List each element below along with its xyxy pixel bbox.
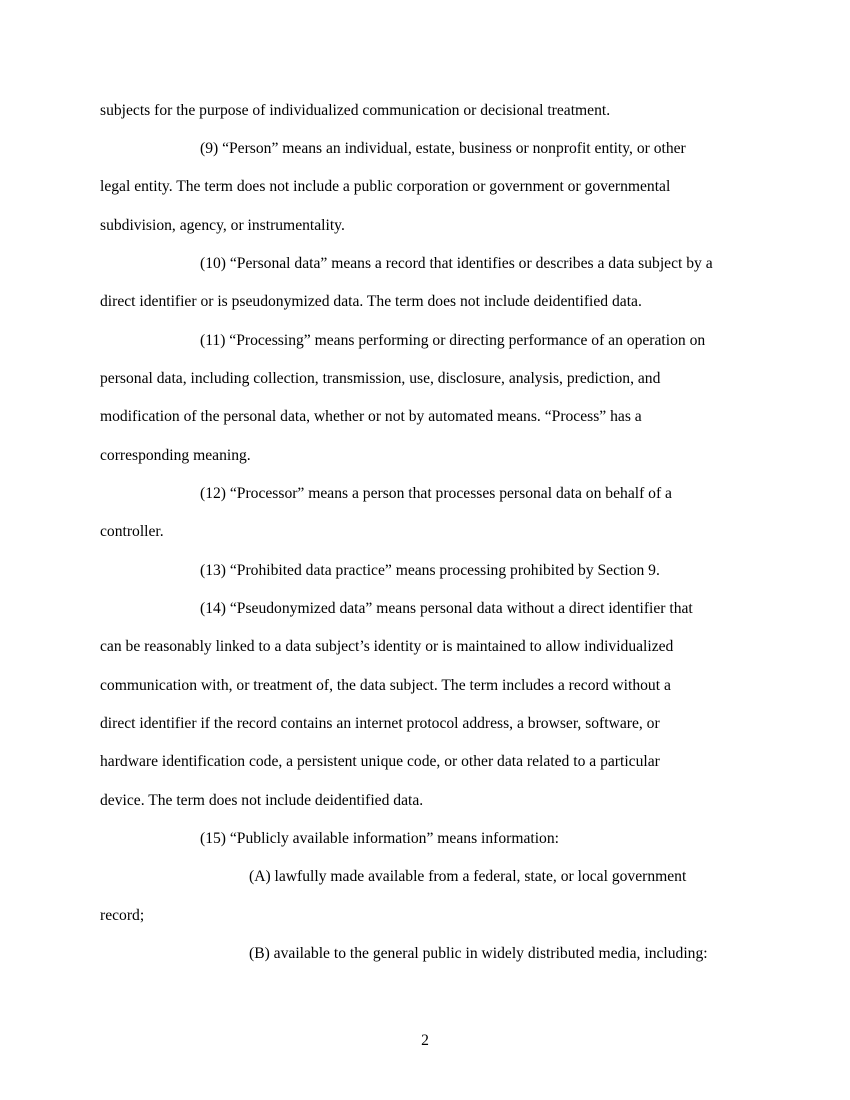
page-number: 2 <box>421 1032 429 1049</box>
text-line: direct identifier if the record contains an internet protocol address, a browser, software, or <box>100 715 660 732</box>
definition-13: (13) “Prohibited data practice” means processing prohibited by Section 9. <box>200 562 660 579</box>
text-line: direct identifier or is pseudonymized data. The term does not include deidentified data. <box>100 293 642 310</box>
definition-11-start: (11) “Processing” means performing or directing performance of an operation on <box>200 332 706 349</box>
definition-10-start: (10) “Personal data” means a record that identifies or describes a data subject by a <box>200 255 713 272</box>
subitem-b-start: (B) available to the general public in widely distributed media, including: <box>249 945 708 962</box>
text-line: communication with, or treatment of, the data subject. The term includes a record without a <box>100 677 671 694</box>
definition-9-start: (9) “Person” means an individual, estate, business or nonprofit entity, or other <box>200 140 686 157</box>
text-line: corresponding meaning. <box>100 447 251 464</box>
text-line: subjects for the purpose of individualized communication or decisional treatment. <box>100 102 611 119</box>
text-line: subdivision, agency, or instrumentality. <box>100 217 345 234</box>
text-line: controller. <box>100 523 164 540</box>
definition-14-start: (14) “Pseudonymized data” means personal data without a direct identifier that <box>200 600 693 617</box>
text-line: device. The term does not include deidentified data. <box>100 792 424 809</box>
text-line: hardware identification code, a persistent unique code, or other data related to a particular <box>100 753 660 770</box>
text-line: legal entity. The term does not include a public corporation or government or governmental <box>100 178 671 195</box>
subitem-a-start: (A) lawfully made available from a federal, state, or local government <box>249 868 687 885</box>
definition-15-start: (15) “Publicly available information” means information: <box>200 830 559 847</box>
text-line: can be reasonably linked to a data subject’s identity or is maintained to allow individualized <box>100 638 674 655</box>
text-line: personal data, including collection, transmission, use, disclosure, analysis, prediction, and <box>100 370 661 387</box>
text-line: record; <box>100 907 145 924</box>
text-line: modification of the personal data, whether or not by automated means. “Process” has a <box>100 408 642 425</box>
definition-12-start: (12) “Processor” means a person that processes personal data on behalf of a <box>200 485 672 502</box>
